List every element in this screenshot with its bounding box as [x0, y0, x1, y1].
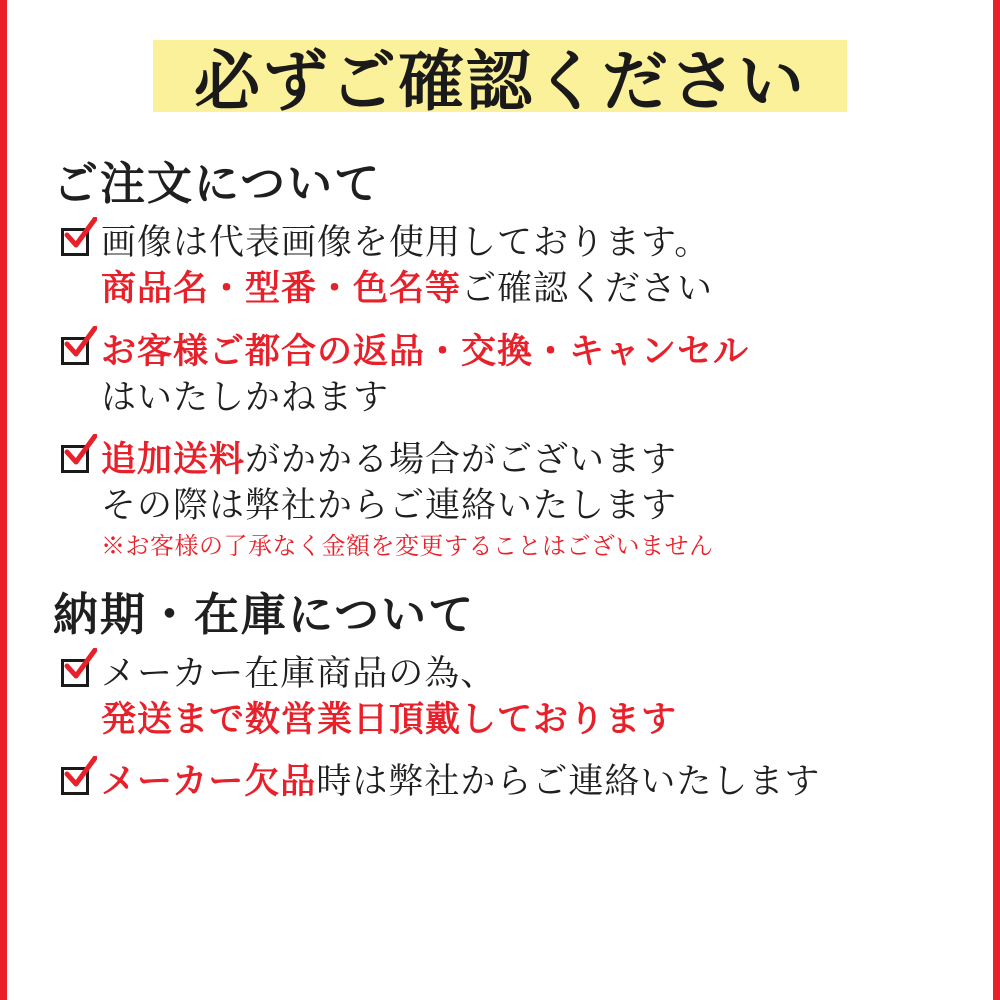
checkbox-checked-icon: [61, 765, 95, 799]
list-item-line: [101, 329, 965, 375]
text-span-emphasis: 追加送料: [101, 439, 246, 480]
text-span: 画像は代表画像を使用しております。: [101, 223, 711, 264]
checkbox-checked-icon: [61, 657, 95, 691]
text-span: メーカー在庫商品の為、: [101, 653, 497, 694]
checkbox-checked-icon: [61, 335, 95, 369]
list-item-line: [101, 220, 965, 266]
list-item-text: [101, 329, 965, 421]
text-span: ご確認ください: [461, 269, 714, 310]
list-item: [61, 437, 965, 563]
list-item: [61, 329, 965, 421]
list-item-line: [101, 483, 965, 529]
list-item: [61, 759, 965, 805]
checkbox-checked-icon: [61, 443, 95, 477]
list-item-line: [101, 437, 965, 483]
notice-content: [7, 0, 993, 1000]
text-span-emphasis: お客様ご都合の返品・交換・キャンセル: [101, 330, 750, 372]
list-item-note: ※お客様の了承なく金額を変更することはございません: [101, 532, 714, 561]
list-item-line: [101, 759, 965, 805]
list-item-line: [101, 375, 965, 421]
list-item-text: [101, 651, 965, 743]
list-item-text: [101, 220, 965, 312]
list-item-line: [101, 266, 965, 312]
text-span: その際は弊社からご連絡いたします: [101, 486, 678, 527]
text-span: がかかる場合がございます: [245, 440, 678, 480]
text-span: はいたしかねます: [101, 377, 390, 418]
text-span-emphasis: 商品名・型番・色名等: [101, 268, 462, 310]
checkbox-checked-icon: [61, 226, 95, 260]
list-item: [61, 220, 965, 312]
list-item-text: [101, 437, 965, 563]
text-span-emphasis: メーカー欠品: [101, 761, 317, 803]
list-item-text: [101, 759, 965, 805]
list-item-line: [101, 651, 965, 697]
section-heading-orders: ご注文について: [53, 157, 382, 210]
text-span-emphasis: 発送まで数営業日頂戴しております: [101, 699, 678, 740]
page-title: 必ずご確認ください: [194, 41, 806, 120]
list-item-line: [101, 697, 965, 743]
list-item: [61, 651, 965, 743]
page-title-banner: [35, 0, 965, 150]
section-heading-delivery: 納期・在庫について: [53, 587, 476, 641]
text-span: 時は弊社からご連絡いたします: [316, 762, 821, 803]
